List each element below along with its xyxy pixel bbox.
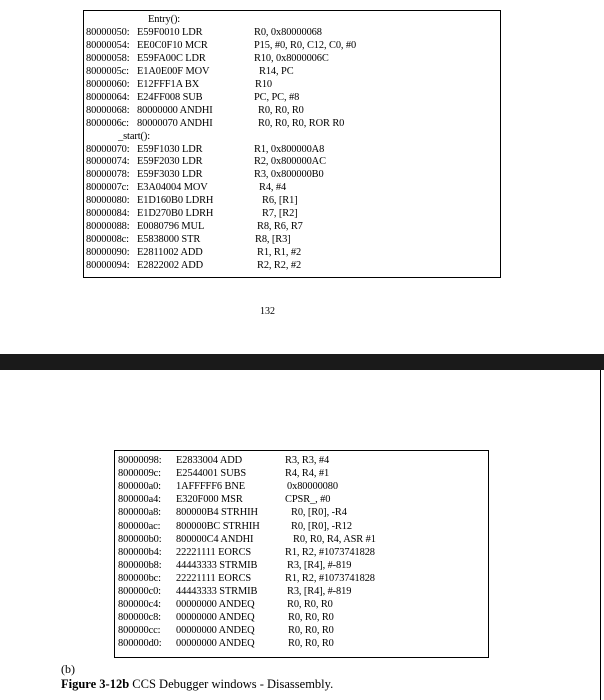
instruction-opcode: E59F0010 LDR xyxy=(137,26,203,38)
instruction-opcode: E59F2030 LDR xyxy=(137,156,203,168)
instruction-address: 800000b0: xyxy=(118,533,162,545)
instruction-opcode: 22221111 EORCS xyxy=(176,546,252,558)
instruction-address: 8000005c: xyxy=(86,65,129,77)
instruction-address: 80000088: xyxy=(86,221,130,233)
instruction-address: 80000084: xyxy=(86,208,130,220)
page-separator-band xyxy=(0,354,604,370)
instruction-operands: R0, R0, R4, ASR #1 xyxy=(293,533,376,545)
instruction-address: 8000006c: xyxy=(86,117,129,129)
figure-caption-text: CCS Debugger windows - Disassembly. xyxy=(129,677,334,691)
instruction-operands: R10 xyxy=(255,78,273,90)
instruction-operands: R2, 0x800000AC xyxy=(254,156,326,168)
instruction-operands: R0, R0, R0 xyxy=(287,599,333,611)
instruction-opcode: 44443333 STRMIB xyxy=(176,586,258,597)
instruction-operands: R10, 0x8000006C xyxy=(254,52,329,64)
instruction-address: 800000b4: xyxy=(118,546,162,558)
instruction-address: 800000ac: xyxy=(118,520,161,532)
instruction-operands: R1, 0x800000A8 xyxy=(254,143,325,155)
instruction-opcode: E59F3030 LDR xyxy=(137,169,203,181)
figure-part-label: (b) xyxy=(61,662,75,676)
instruction-operands: R0, [R0], -R12 xyxy=(291,520,352,532)
instruction-address: 8000009c: xyxy=(118,468,161,480)
instruction-operands: R0, R0, R0 xyxy=(288,625,334,637)
instruction-operands: R3, R3, #4 xyxy=(285,455,330,466)
disassembly-panel-b xyxy=(114,450,489,658)
instruction-address: 8000008c: xyxy=(86,234,129,246)
instruction-address: 80000078: xyxy=(86,169,130,181)
instruction-opcode: E59FA00C LDR xyxy=(137,52,206,64)
instruction-opcode: 22221111 EORCS xyxy=(176,572,252,584)
instruction-operands: R0, R0, R0, ROR R0 xyxy=(258,117,345,129)
instruction-opcode: 00000000 ANDEQ xyxy=(176,599,255,611)
instruction-operands: R1, R2, #1073741828 xyxy=(285,572,375,584)
instruction-operands: R8, R6, R7 xyxy=(257,221,303,233)
instruction-opcode: E0080796 MUL xyxy=(137,221,205,233)
instruction-address: 80000080: xyxy=(86,195,130,207)
instruction-opcode: 44443333 STRMIB xyxy=(176,559,258,571)
instruction-operands: R0, 0x80000068 xyxy=(254,26,322,38)
instruction-operands: R1, R2, #1073741828 xyxy=(285,546,375,558)
instruction-address: 80000098: xyxy=(118,455,162,466)
instruction-operands: R2, R2, #2 xyxy=(257,260,302,272)
instruction-operands: 0x80000080 xyxy=(287,481,338,493)
instruction-address: 800000bc: xyxy=(118,572,161,584)
instruction-operands: R1, R1, #2 xyxy=(257,247,302,259)
instruction-operands: R0, R0, R0 xyxy=(258,104,304,116)
instruction-address: 80000068: xyxy=(86,104,130,116)
instruction-operands: R4, #4 xyxy=(259,182,287,194)
instruction-address: 800000c8: xyxy=(118,612,161,624)
instruction-address: 80000070: xyxy=(86,143,130,155)
instruction-opcode: 80000000 ANDHI xyxy=(137,104,213,116)
instruction-operands: P15, #0, R0, C12, C0, #0 xyxy=(254,39,357,51)
instruction-address: 800000a0: xyxy=(118,481,161,493)
instruction-address: 800000c4: xyxy=(118,599,161,611)
instruction-opcode: 800000B4 STRHIH xyxy=(176,507,258,519)
instruction-operands: R4, R4, #1 xyxy=(285,468,330,480)
instruction-operands: R0, [R0], -R4 xyxy=(291,507,347,519)
instruction-address: 80000094: xyxy=(86,260,130,272)
instruction-opcode: E24FF008 SUB xyxy=(137,91,203,103)
instruction-operands: R0, R0, R0 xyxy=(288,612,334,624)
instruction-address: 800000c0: xyxy=(118,586,161,597)
instruction-address: 800000b8: xyxy=(118,559,162,571)
instruction-opcode: 80000070 ANDHI xyxy=(137,117,213,129)
function-label: Entry(): xyxy=(148,14,181,25)
instruction-opcode: 800000BC STRHIH xyxy=(176,520,260,532)
instruction-opcode: 00000000 ANDEQ xyxy=(176,625,255,637)
instruction-address: 80000058: xyxy=(86,52,130,64)
instruction-opcode: 00000000 ANDEQ xyxy=(176,612,255,624)
instruction-address: 800000cc: xyxy=(118,625,161,637)
page-number: 132 xyxy=(260,306,275,317)
instruction-address: 80000064: xyxy=(86,91,130,103)
instruction-address: 800000d0: xyxy=(118,638,162,650)
instruction-operands: PC, PC, #8 xyxy=(254,91,300,103)
instruction-operands: R3, 0x800000B0 xyxy=(254,169,324,181)
instruction-address: 800000a8: xyxy=(118,507,161,519)
instruction-opcode: E1A0E00F MOV xyxy=(137,65,210,77)
page-edge-line xyxy=(600,370,601,700)
instruction-address: 80000060: xyxy=(86,78,130,90)
instruction-opcode: E59F1030 LDR xyxy=(137,143,203,155)
instruction-operands: R3, [R4], #-819 xyxy=(287,586,352,597)
instruction-address: 80000074: xyxy=(86,156,130,168)
instruction-operands: CPSR_, #0 xyxy=(285,494,331,506)
instruction-opcode: EE0C0F10 MCR xyxy=(137,39,208,51)
instruction-address: 8000007c: xyxy=(86,182,129,194)
instruction-address: 80000090: xyxy=(86,247,130,259)
figure-label: Figure 3-12b xyxy=(61,677,130,691)
instruction-address: 80000054: xyxy=(86,39,130,51)
instruction-address: 800000a4: xyxy=(118,494,161,506)
instruction-opcode: E5838000 STR xyxy=(137,234,201,246)
instruction-operands: R3, [R4], #-819 xyxy=(287,559,352,571)
instruction-opcode: 1AFFFFF6 BNE xyxy=(176,481,245,493)
instruction-operands: R6, [R1] xyxy=(262,195,298,207)
instruction-opcode: E12FFF1A BX xyxy=(137,78,200,90)
instruction-opcode: 800000C4 ANDHI xyxy=(176,533,254,545)
instruction-opcode: E3A04004 MOV xyxy=(137,182,208,194)
instruction-opcode: E320F000 MSR xyxy=(176,494,243,506)
instruction-opcode: 00000000 ANDEQ xyxy=(176,638,255,650)
instruction-opcode: E2544001 SUBS xyxy=(176,468,247,480)
instruction-opcode: E2833004 ADD xyxy=(176,455,243,466)
instruction-operands: R8, [R3] xyxy=(255,234,291,246)
figure-caption xyxy=(61,677,333,692)
instruction-opcode: E2811002 ADD xyxy=(137,247,203,259)
disassembly-panel-a xyxy=(83,10,501,278)
instruction-operands: R7, [R2] xyxy=(262,208,298,220)
instruction-address: 80000050: xyxy=(86,26,130,38)
instruction-opcode: E2822002 ADD xyxy=(137,260,204,272)
instruction-opcode: E1D160B0 LDRH xyxy=(137,195,214,207)
function-label: _start(): xyxy=(118,130,150,142)
instruction-opcode: E1D270B0 LDRH xyxy=(137,208,214,220)
instruction-operands: R0, R0, R0 xyxy=(288,638,334,650)
instruction-operands: R14, PC xyxy=(259,65,294,77)
